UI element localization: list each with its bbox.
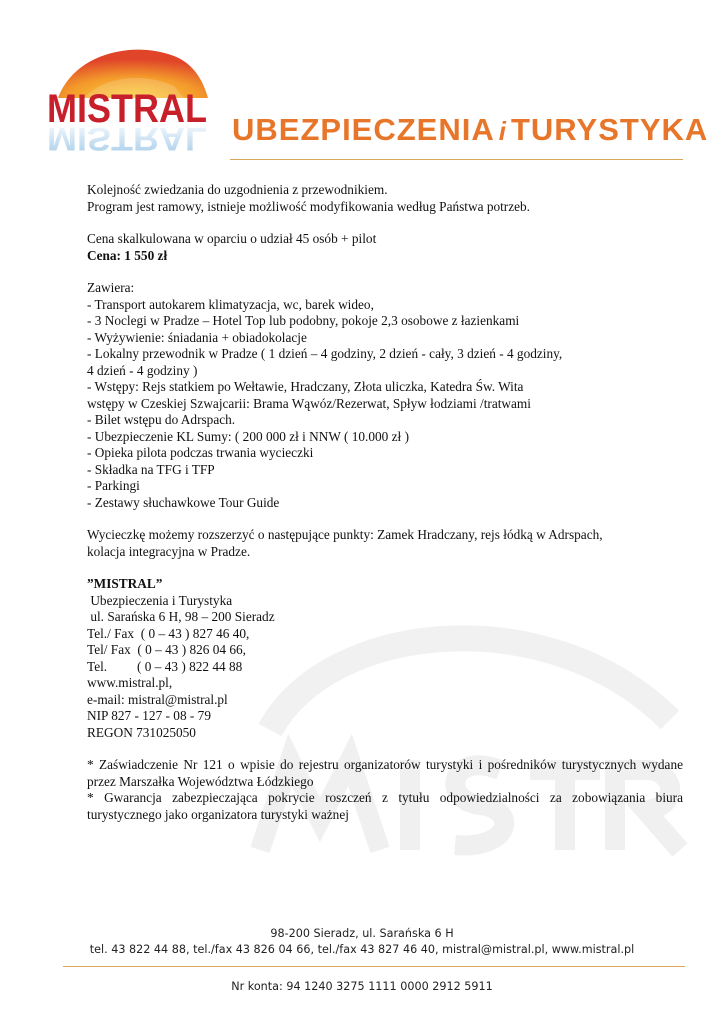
note-certificate: * Zaświadczenie Nr 121 o wpisie do rejestru organizatorów turystyki i pośredników turystycznych wydane przez Marszałka Województwa Łódzkiego	[87, 757, 683, 789]
brand-title-connector: i	[498, 116, 507, 146]
footer-contacts: tel. 43 822 44 88, tel./fax 43 826 04 66, tel./fax 43 827 46 40, mistral@mistral.pl, www.mistral.pl	[89, 943, 635, 956]
company-line: REGON 731025050	[87, 724, 196, 740]
header-divider	[230, 159, 683, 160]
company-line: Tel/ Fax ( 0 – 43 ) 826 04 66,	[87, 642, 246, 657]
offer-body	[87, 182, 683, 823]
bank-account: Nr konta: 94 1240 3275 1111 0000 2912 5911	[231, 980, 493, 993]
company-line: Tel. ( 0 – 43 ) 822 44 88	[87, 658, 243, 674]
logo-wordmark: MISTRAL	[47, 87, 207, 131]
footer-divider	[63, 966, 685, 967]
company-email-link[interactable]: e-mail: mistral@mistral.pl	[87, 691, 228, 707]
company-line: NIP 827 - 127 - 08 - 79	[87, 708, 211, 723]
logo-reflection: MISTRAL	[47, 121, 207, 157]
company-line: Tel./ Fax ( 0 – 43 ) 827 46 40,	[87, 625, 250, 641]
includes-item: - Transport autokarem klimatyzacja, wc, barek wideo,	[87, 296, 374, 312]
includes-item: - Wstępy: Rejs statkiem po Wełtawie, Hradczany, Złota uliczka, Katedra Św. Wita	[87, 379, 524, 394]
includes-item: 4 dzień - 4 godziny )	[87, 362, 198, 378]
extension-line-1: Wycieczkę możemy rozszerzyć o następujące punkty: Zamek Hradczany, rejs łódką w Adrspach,	[87, 527, 603, 542]
includes-item: - Opieka pilota podczas trwania wycieczki	[87, 445, 314, 460]
note-guarantee: * Gwarancja zabezpieczająca pokrycie roszczeń z tytułu odpowiedzialności za zobowiązania biura turystycznego jako organizatora turystyki ważnej	[87, 790, 683, 822]
includes-heading: Zawiera:	[87, 280, 135, 295]
company-line: ul. Sarańska 6 H, 98 – 200 Sieradz	[87, 609, 275, 624]
includes-item: - Wyżywienie: śniadania + obiadokolacje	[87, 329, 307, 345]
includes-item: wstępy w Czeskiej Szwajcarii: Brama Wąwóz/Rezerwat, Spływ łodziami /tratwami	[87, 395, 531, 411]
company-website-link[interactable]: www.mistral.pl,	[87, 675, 173, 690]
brand-title-part-1: UBEZPIECZENIA	[232, 112, 495, 147]
page-footer	[0, 926, 724, 958]
price-line: Cena: 1 550 zł	[87, 247, 168, 263]
intro-line-2: Program jest ramowy, istnieje możliwość modyfikowania według Państwa potrzeb.	[87, 198, 531, 214]
mistral-logo	[44, 36, 220, 166]
brand-title-part-2: TURYSTYKA	[510, 112, 709, 147]
includes-item: - Składka na TFG i TFP	[87, 461, 215, 477]
extension-line-2: kolacja integracyjna w Pradze.	[87, 543, 251, 559]
intro-line-1: Kolejność zwiedzania do uzgodnienia z przewodnikiem.	[87, 182, 388, 197]
brand-title	[232, 112, 708, 148]
footer-address: 98-200 Sieradz, ul. Sarańska 6 H	[270, 927, 454, 940]
includes-item: - Ubezpieczenie KL Sumy: ( 200 000 zł i NNW ( 10.000 zł )	[87, 428, 409, 444]
company-line: Ubezpieczenia i Turystyka	[87, 592, 233, 608]
company-name: ”MISTRAL”	[87, 576, 163, 591]
includes-item: - Bilet wstępu do Adrspach.	[87, 412, 236, 427]
includes-item: - Lokalny przewodnik w Pradze ( 1 dzień – 4 godziny, 2 dzień - cały, 3 dzień - 4 godziny,	[87, 346, 563, 361]
includes-item: - 3 Noclegi w Pradze – Hotel Top lub podobny, pokoje 2,3 osobowe z łazienkami	[87, 313, 520, 328]
price-basis: Cena skalkulowana w oparciu o udział 45 osób + pilot	[87, 231, 377, 246]
includes-item: - Zestawy słuchawkowe Tour Guide	[87, 494, 280, 510]
includes-item: - Parkingi	[87, 478, 140, 493]
